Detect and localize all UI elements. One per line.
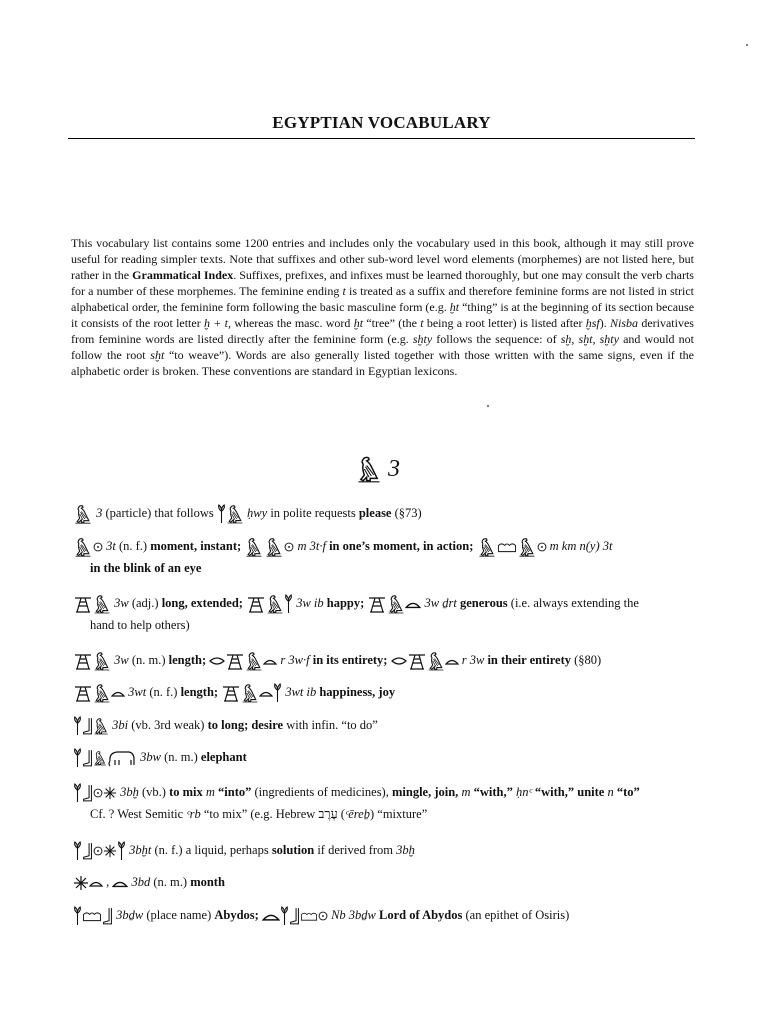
- plant-glyph-icon: [73, 783, 82, 803]
- vocab-entry: 3bw (n. m.) elephant: [73, 746, 698, 768]
- ladder-glyph-icon: [73, 683, 93, 703]
- speck: [487, 405, 489, 407]
- box-glyph-icon: [497, 537, 517, 557]
- vocab-entry: 3t (n. f.) moment, instant; m 3t·f in one’s moment, in action; m km n(y) 3t in the blink of an eye: [73, 535, 698, 579]
- bread-glyph-icon: [263, 651, 277, 671]
- vulture-glyph-icon: [427, 651, 445, 671]
- vocab-entry: 3 (particle) that follows ḥwy in polite requests please (§73): [73, 502, 698, 524]
- plant-glyph-icon: [73, 748, 82, 768]
- placenta-glyph-icon: [93, 783, 103, 803]
- vulture-glyph-icon: [226, 504, 244, 524]
- bread-glyph-icon: [89, 873, 103, 893]
- vulture-glyph-icon: [93, 594, 111, 614]
- ladder-glyph-icon: [225, 651, 245, 671]
- man-glyph-icon: [93, 716, 109, 736]
- bread-glyph-icon: [405, 594, 421, 614]
- sun-glyph-icon: [537, 537, 547, 557]
- ladder-glyph-icon: [246, 594, 266, 614]
- vocab-entry: 3wt (n. f.) length; 3wt ib happiness, joy: [73, 681, 698, 703]
- plant-glyph-icon: [73, 716, 82, 736]
- heart-glyph-icon: [273, 683, 282, 703]
- vulture-glyph-icon: [517, 537, 537, 557]
- page-title: EGYPTIAN VOCABULARY: [272, 113, 491, 132]
- intro-paragraph: This vocabulary list contains some 1200 entries and includes only the vocabulary used in this book, although it may still prove useful for reading simpler texts. Note that suffixes and other sub-word level word elements (morphemes) are not listed here, but rather in the Grammatical Index. Suffixes, prefixes, and infixes must be learned thoroughly, but one may consult the verb charts for a number of these morphemes. The feminine ending t is treated as a suffix and therefore feminine forms are not listed in strict alphabetical order, the feminine form following the basic masculine form (e.g. ḫt “thing” is at the beginning of its section because it consists of the root letter ḫ + t, whereas the masc. word ḫt “tree” (the t being a root letter) is listed after ḫsf). Nisba derivatives from feminine words are listed directly after the feminine form (e.g. sḫty follows the sequence: of sḫ, sḫt, sḫty and would not follow the root sḫt “to weave”). Words are also generally listed together with those written with the same signs, even if the alphabetic order is broken. These conventions are standard in Egyptian lexicons.: [71, 236, 695, 378]
- vocab-entry: 3bḫt (n. f.) a liquid, perhaps solution if derived from 3bḫ: [73, 839, 698, 861]
- quail-glyph-icon: [93, 748, 107, 768]
- vulture-glyph-icon: [73, 504, 93, 524]
- vulture-glyph-icon: [241, 683, 259, 703]
- vocab-entry: 3bḫ (vb.) to mix m “into” (ingredients of medicines), mingle, join, m “with,” ḥnᶜ “with,” unite n “to” Cf. ? West Semitic ᶜrb “to mix” (e.g. Hebrew עֶרֶב (ᶜēreḇ) “mixture”: [73, 781, 698, 825]
- ladder-glyph-icon: [73, 594, 93, 614]
- plant-glyph-icon: [280, 906, 289, 926]
- leg-glyph-icon: [82, 716, 93, 736]
- vulture-glyph-icon: [356, 455, 382, 483]
- vulture-glyph-icon: [266, 594, 284, 614]
- ladder-glyph-icon: [221, 683, 241, 703]
- ladder-glyph-icon: [73, 651, 93, 671]
- vocab-entry: , 3bd (n. m.) month: [73, 871, 698, 893]
- grammatical-index-ref: Grammatical Index: [132, 268, 234, 282]
- section-heading: [356, 454, 400, 484]
- vulture-glyph-icon: [387, 594, 405, 614]
- box-glyph-icon: [82, 906, 102, 926]
- vocab-entry: 3bḏw (place name) Abydos; Nb 3bḏw Lord of Abydos (an epithet of Osiris): [73, 904, 698, 926]
- ladder-glyph-icon: [367, 594, 387, 614]
- crossed-sticks-glyph-icon: [103, 841, 117, 861]
- moon-glyph-icon: [112, 873, 128, 893]
- speck: [746, 44, 748, 46]
- sun-glyph-icon: [284, 537, 294, 557]
- vocab-entry: 3w (adj.) long, extended; 3w ib happy; 3w ḏrt generous (i.e. always extending the hand to help others): [73, 592, 698, 636]
- vulture-glyph-icon: [477, 537, 497, 557]
- leg-glyph-icon: [82, 841, 93, 861]
- crossed-sticks-glyph-icon: [103, 783, 117, 803]
- pot-glyph-icon: [117, 841, 126, 861]
- city-glyph-icon: [318, 906, 328, 926]
- bread-glyph-icon: [259, 683, 273, 703]
- leg-glyph-icon: [102, 906, 113, 926]
- plant-glyph-icon: [73, 841, 82, 861]
- basket-glyph-icon: [262, 906, 280, 926]
- vulture-glyph-icon: [245, 651, 263, 671]
- title-rule: [68, 138, 695, 139]
- vocab-entry: 3w (n. m.) length; r 3w·f in its entirety; r 3w in their entirety (§80): [73, 649, 698, 671]
- plant-glyph-icon: [73, 906, 82, 926]
- rope-glyph-icon: [217, 504, 226, 524]
- ladder-glyph-icon: [407, 651, 427, 671]
- vulture-glyph-icon: [73, 537, 93, 557]
- box-glyph-icon: [300, 906, 318, 926]
- bread-glyph-icon: [111, 683, 125, 703]
- heart-glyph-icon: [284, 594, 293, 614]
- vocab-entry: 3bi (vb. 3rd weak) to long; desire with infin. “to do”: [73, 714, 698, 736]
- vulture-glyph-icon: [93, 651, 111, 671]
- leg-glyph-icon: [82, 783, 93, 803]
- mouth-glyph-icon: [391, 651, 407, 671]
- star-glyph-icon: [73, 873, 89, 893]
- elephant-glyph-icon: [107, 748, 137, 768]
- vulture-glyph-icon: [264, 537, 284, 557]
- mouth-glyph-icon: [209, 651, 225, 671]
- section-letter: 3: [388, 455, 400, 482]
- vulture-glyph-icon: [244, 537, 264, 557]
- leg-glyph-icon: [289, 906, 300, 926]
- sun-glyph-icon: [93, 537, 103, 557]
- bread-glyph-icon: [445, 651, 459, 671]
- leg-glyph-icon: [82, 748, 93, 768]
- vulture-glyph-icon: [93, 683, 111, 703]
- placenta-glyph-icon: [93, 841, 103, 861]
